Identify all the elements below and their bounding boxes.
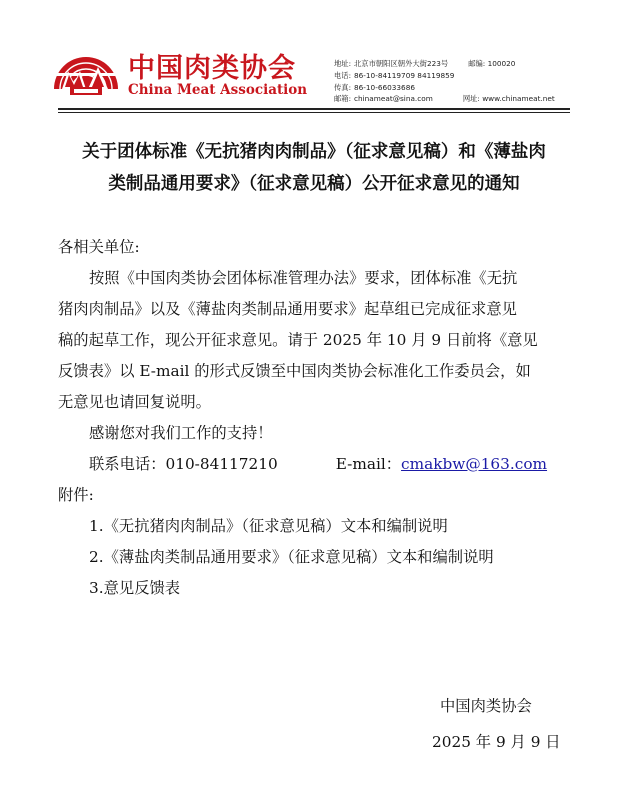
address-row xyxy=(334,58,614,70)
thanks-line: 感谢您对我们工作的支持！ xyxy=(89,424,273,442)
attachment-item: 2.《薄盐肉类制品通用要求》（征求意见稿）文本和编制说明 xyxy=(89,548,494,566)
postcode-value: 100020 xyxy=(487,59,516,68)
signatory: 中国肉类协会 xyxy=(440,697,532,715)
contact-phone: 联系电话：010-84117210 xyxy=(89,455,278,473)
paragraph-line: 按照《中国肉类协会团体标准管理办法》要求，团体标准《无抗 xyxy=(89,269,518,287)
paragraph-line: 无意见也请回复说明。 xyxy=(58,393,211,411)
document-body xyxy=(58,232,578,604)
attachment-item: 1.《无抗猪肉肉制品》（征求意见稿）文本和编制说明 xyxy=(89,517,448,535)
document-date: 2025 年 9 月 9 日 xyxy=(432,733,561,751)
email-website-row xyxy=(334,93,614,105)
fax-label: 传真: xyxy=(334,82,352,92)
address-value: 北京市朝阳区朝外大街223号 xyxy=(354,59,449,68)
fax-value: 86-10-66033686 xyxy=(354,82,415,92)
salutation: 各相关单位: xyxy=(58,238,140,256)
phone-label: 电话: xyxy=(334,70,352,80)
address-label: 地址: xyxy=(334,59,352,68)
phone-row xyxy=(334,70,614,82)
email-value[interactable]: chinameat@sina.com xyxy=(354,94,433,104)
paragraph-line: 猪肉肉制品》以及《薄盐肉类制品通用要求》起草组已完成征求意见 xyxy=(58,300,517,318)
phone-value: 86-10-84119709 84119859 xyxy=(354,70,455,80)
org-name-en: China Meat Association xyxy=(128,82,308,98)
paragraph-line: 稿的起草工作，现公开征求意见。请于 2025 年 10 月 9 日前将《意见 xyxy=(58,331,538,349)
title-line-2: 类制品通用要求》（征求意见稿）公开征求意见的通知 xyxy=(108,174,520,194)
title-line-1: 关于团体标准《无抗猪肉肉制品》（征求意见稿）和《薄盐肉 xyxy=(82,142,546,162)
letterhead xyxy=(0,0,626,108)
postcode-label: 邮编: xyxy=(468,59,486,68)
signature-block xyxy=(400,688,570,760)
contact-email-link[interactable]: cmakbw@163.com xyxy=(401,455,548,473)
fax-row xyxy=(334,82,614,94)
org-name-cn: 中国肉类协会 xyxy=(128,53,296,84)
attachments-label: 附件: xyxy=(58,486,94,504)
cma-logo-icon xyxy=(52,49,120,99)
paragraph-line: 反馈表》以 E-mail 的形式反馈至中国肉类协会标准化工作委员会，如 xyxy=(58,362,531,380)
website-value[interactable]: www.chinameat.net xyxy=(482,94,555,104)
header-rule-thick xyxy=(58,108,570,110)
attachment-item: 3.意见反馈表 xyxy=(89,579,181,597)
website-label: 网址: xyxy=(462,94,480,104)
contact-line xyxy=(58,449,578,480)
contact-block xyxy=(334,58,614,105)
contact-email-label: E-mail： xyxy=(335,455,402,473)
email-label: 邮箱: xyxy=(334,94,352,104)
header-rule-thin xyxy=(58,112,570,113)
document-title xyxy=(58,136,570,200)
